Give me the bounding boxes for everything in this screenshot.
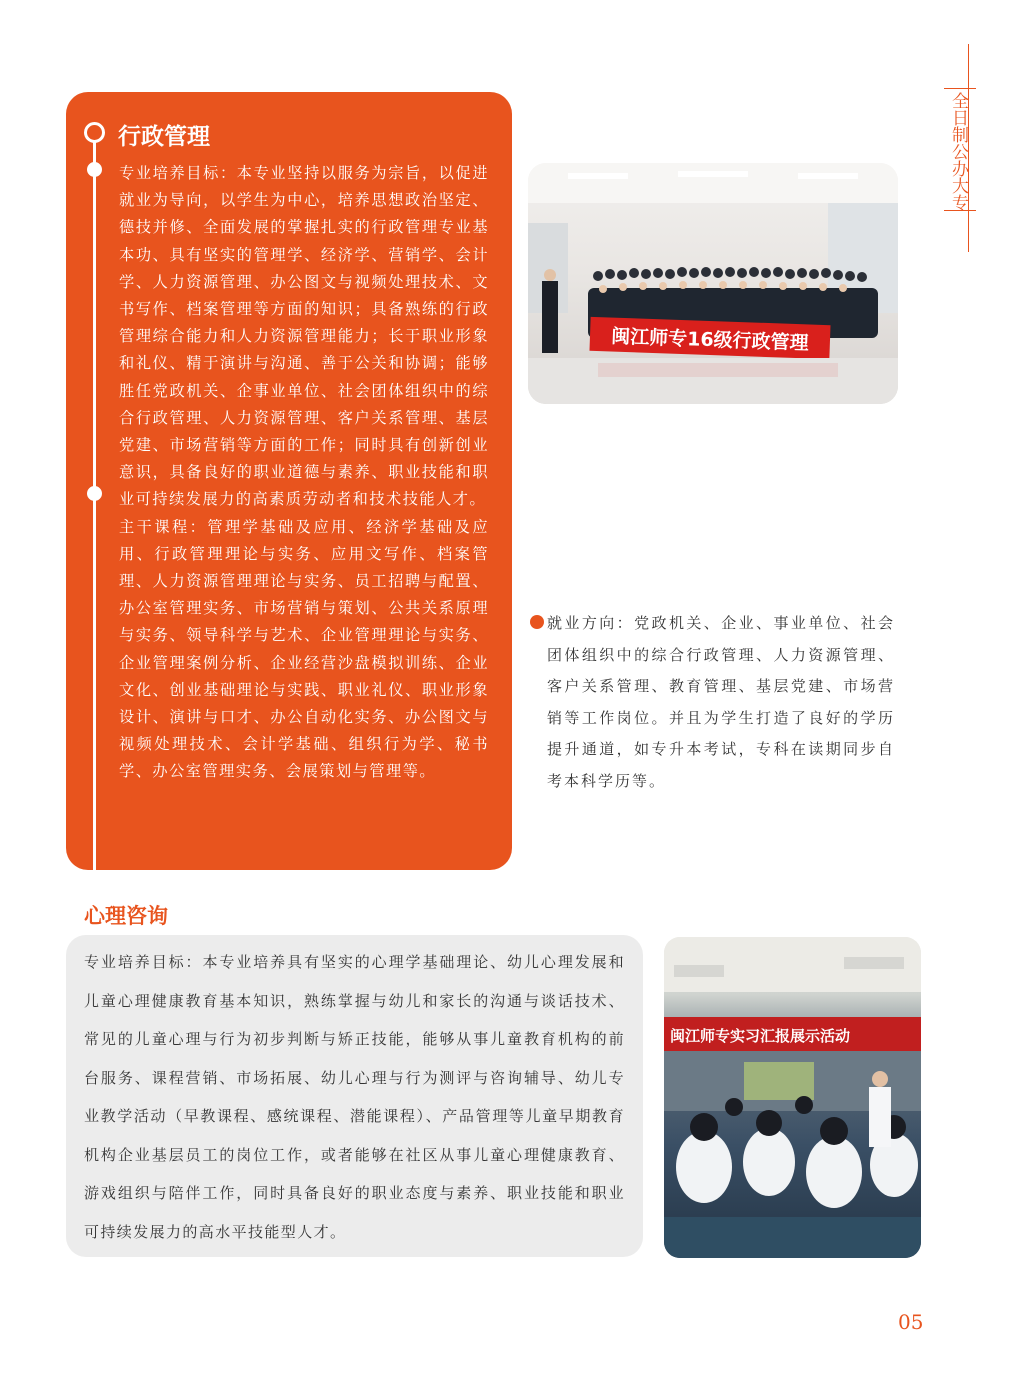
classroom-photo-illustration: [664, 937, 921, 1258]
admin-panel: [66, 92, 512, 870]
admin-class-photo: [528, 163, 898, 404]
admin-photo-banner-text: 闽江师专16级行政管理: [610, 325, 809, 355]
timeline-dot-icon: [87, 486, 102, 501]
psych-title: 心理咨询: [84, 903, 168, 928]
employment-text: 就业方向：党政机关、企业、事业单位、社会团体组织中的综合行政管理、人力资源管理、客户关系管理、教育管理、基层党建、市场营销等工作岗位。并且为学生打造了良好的学历提升通道，如专升本考试，专科在读期同步自考本科学历等。: [547, 614, 895, 790]
psych-activity-photo: [664, 937, 921, 1258]
page-number: 05: [898, 1310, 924, 1334]
psych-goal: 专业培养目标：本专业培养具有坚实的心理学基础理论、幼儿心理发展和儿童心理健康教育基本知识，熟练掌握与幼儿和家长的沟通与谈话技术、常见的儿童心理与行为初步判断与矫正技能，能够从事儿童教育机构的前台服务、课程营销、市场拓展、幼儿心理与行为测评与咨询辅导、幼儿专业教学活动（早教课程、感统课程、潜能课程）、产品管理等儿童早期教育机构企业基层员工的岗位工作，或者能够在社区从事儿童心理健康教育、游戏组织与陪伴工作，同时具备良好的职业态度与素养、职业技能和职业可持续发展力的高水平技能型人才。: [84, 953, 625, 1241]
employment-bullet-icon: [530, 615, 544, 629]
timeline-ring-icon: [84, 122, 105, 143]
admin-title: 行政管理: [118, 123, 210, 150]
side-tab-divider-top: [944, 88, 976, 89]
timeline-dot-icon: [87, 162, 102, 177]
psych-photo-banner-text: 闽江师专实习汇报展示活动: [670, 1027, 851, 1045]
admin-body: [119, 160, 489, 786]
timeline-line: [93, 140, 96, 870]
psych-panel: [66, 935, 643, 1257]
side-tab-label: 全日制公办大专: [948, 92, 968, 211]
admin-goal: 专业培养目标：本专业坚持以服务为宗旨，以促进就业为导向，以学生为中心，培养思想政治坚定、德技并修、全面发展的掌握扎实的行政管理专业基本功、具有坚实的管理学、经济学、营销学、会计学、人力资源管理、办公图文与视频处理技术、文书写作、档案管理等方面的知识；具备熟练的行政管理综合能力和人力资源管理能力；长于职业形象和礼仪、精于演讲与沟通、善于公关和协调；能够胜任党政机关、企事业单位、社会团体组织中的综合行政管理、人力资源管理、客户关系管理、基层党建、市场营销等方面的工作；同时具有创新创业意识，具备良好的职业道德与素养、职业技能和职业可持续发展力的高素质劳动者和技术技能人才。: [119, 164, 489, 509]
admin-courses: 主干课程：管理学基础及应用、经济学基础及应用、行政管理理论与实务、应用文写作、档案管理、人力资源管理理论与实务、员工招聘与配置、办公室管理实务、市场营销与策划、公共关系原理与实务、领导科学与艺术、企业管理理论与实务、企业管理案例分析、企业经营沙盘模拟训练、企业文化、创业基础理论与实践、职业礼仪、职业形象设计、演讲与口才、办公自动化实务、办公图文与视频处理技术、会计学基础、组织行为学、秘书学、办公室管理实务、会展策划与管理等。: [119, 517, 489, 781]
side-tab-line: [968, 44, 969, 252]
group-photo-illustration: [528, 163, 898, 404]
